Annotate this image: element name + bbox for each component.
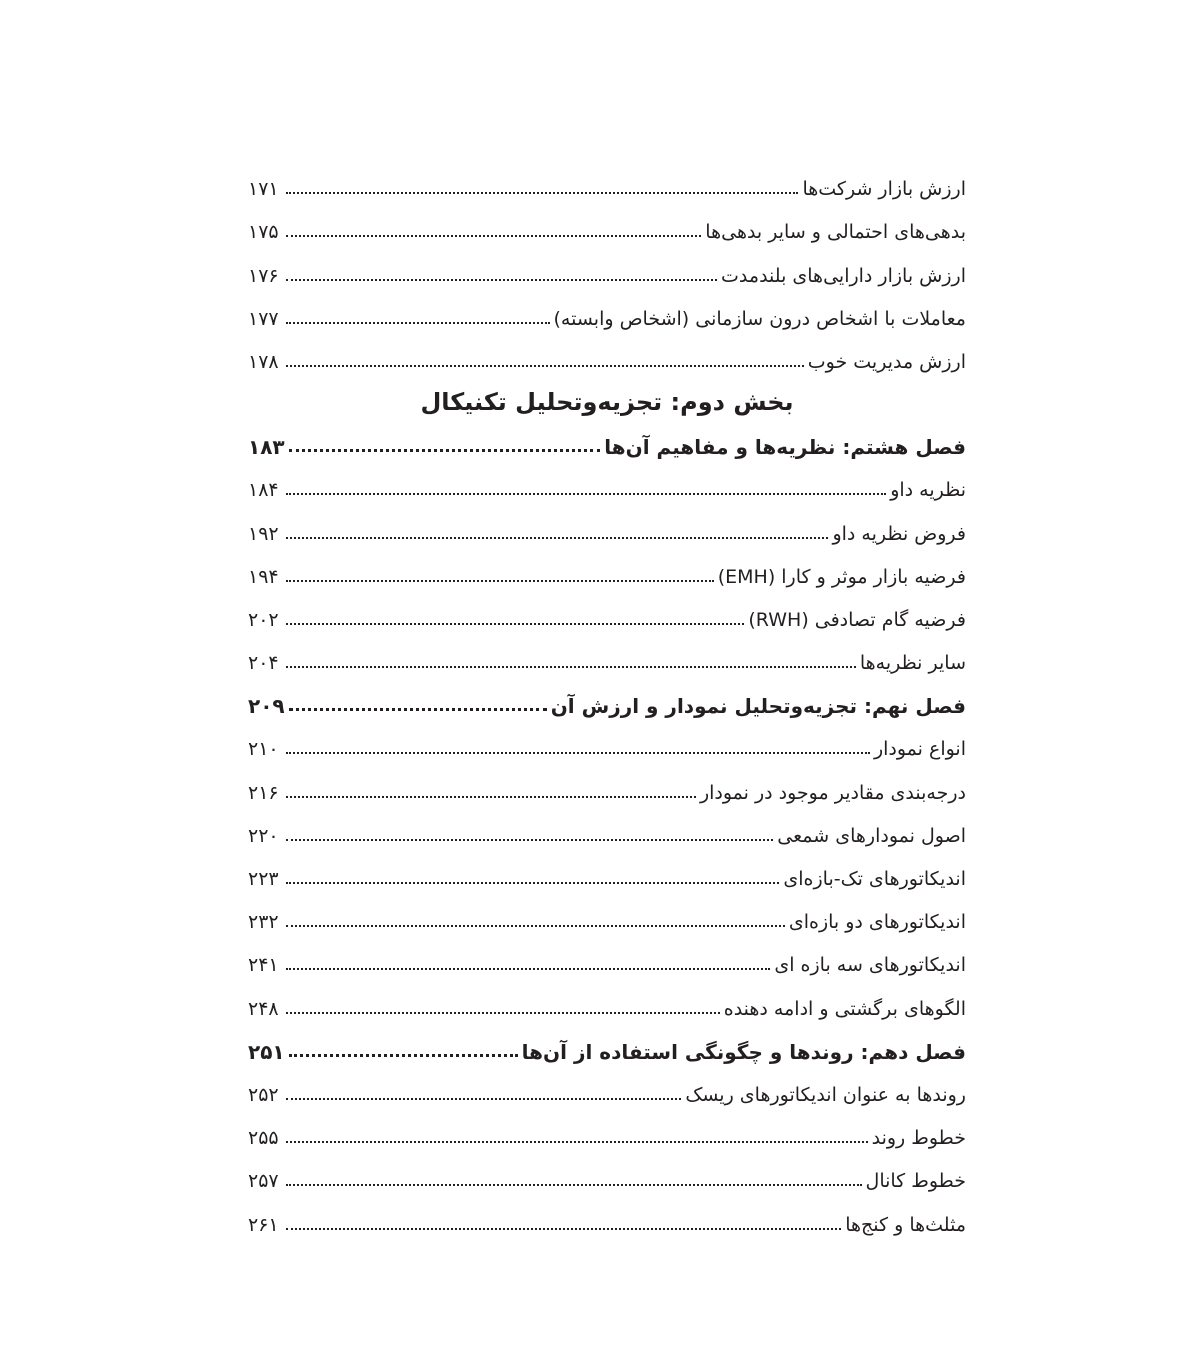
toc-entry-row[interactable] (248, 1197, 966, 1240)
entry-title: انواع نمودار (873, 738, 966, 761)
page-number: ۲۵۷ (248, 1170, 279, 1193)
page-number: ۱۷۵ (248, 221, 279, 244)
dot-leader (286, 666, 856, 668)
dot-leader (289, 449, 601, 452)
entry-title: خطوط کانال (865, 1170, 966, 1193)
page-number: ۲۱۶ (248, 781, 279, 804)
dot-leader (286, 537, 828, 539)
toc-entry-row[interactable] (248, 550, 966, 593)
dot-leader (286, 968, 770, 970)
page-number: ۲۳۲ (248, 911, 279, 934)
dot-leader (289, 708, 547, 711)
dot-leader (286, 493, 886, 495)
toc-chapter-row[interactable] (248, 1025, 966, 1068)
page-number: ۱۷۷ (248, 307, 279, 330)
entry-title: فرضیه گام تصادفی (RWH) (748, 608, 966, 631)
toc-entry-row[interactable] (248, 463, 966, 506)
toc-entry-row[interactable] (248, 895, 966, 938)
table-of-contents (248, 162, 966, 1241)
entry-title: فروض نظریه داو (832, 522, 966, 545)
toc-entry-row[interactable] (248, 981, 966, 1024)
entry-title: ارزش بازار دارایی‌های بلندمدت (721, 264, 966, 287)
dot-leader (286, 1141, 868, 1143)
dot-leader (286, 623, 744, 625)
entry-title: ارزش بازار شرکت‌ها (802, 178, 966, 201)
page-number: ۲۴۸ (248, 997, 279, 1020)
entry-title: فرضیه بازار موثر و کارا (EMH) (717, 565, 966, 588)
dot-leader (286, 279, 717, 281)
toc-entry-row[interactable] (248, 809, 966, 852)
entry-title: روندها به عنوان اندیکاتورهای ریسک (685, 1083, 966, 1106)
page-number: ۲۵۵ (248, 1127, 279, 1150)
toc-entry-row[interactable] (248, 593, 966, 636)
page-number: ۲۱۰ (248, 738, 279, 761)
page-number: ۲۶۱ (248, 1213, 279, 1236)
chapter-title: فصل هشتم: نظریه‌ها و مفاهیم آن‌ها (604, 435, 966, 460)
dot-leader (286, 365, 804, 367)
dot-leader (286, 925, 785, 927)
toc-entry-row[interactable] (248, 852, 966, 895)
entry-title: درجه‌بندی مقادیر موجود در نمودار (699, 781, 966, 804)
page-number: ۱۹۴ (248, 565, 279, 588)
chapter-title: فصل نهم: تجزیه‌وتحلیل نمودار و ارزش آن (550, 694, 966, 719)
toc-chapter-row[interactable] (248, 679, 966, 722)
page-number: ۱۸۳ (248, 435, 285, 460)
entry-title: اندیکاتورهای سه بازه ای (774, 954, 966, 977)
toc-entry-row[interactable] (248, 1111, 966, 1154)
entry-title: الگوهای برگشتی و ادامه دهنده (723, 997, 966, 1020)
page-number: ۱۷۶ (248, 264, 279, 287)
toc-entry-row[interactable] (248, 636, 966, 679)
dot-leader (286, 752, 870, 754)
toc-entry-row[interactable] (248, 162, 966, 205)
page-number: ۲۲۰ (248, 824, 279, 847)
page-number: ۲۰۴ (248, 652, 279, 675)
entry-title: ارزش مدیریت خوب (807, 350, 966, 373)
entry-title: اندیکاتورهای دو بازه‌ای (788, 911, 966, 934)
dot-leader (286, 1228, 841, 1230)
page-number: ۲۰۹ (248, 694, 285, 719)
dot-leader (289, 1054, 518, 1057)
entry-title: سایر نظریه‌ها (859, 652, 966, 675)
toc-entry-row[interactable] (248, 248, 966, 291)
toc-entry-row[interactable] (248, 292, 966, 335)
entry-title: خطوط روند (871, 1127, 966, 1150)
dot-leader (286, 235, 701, 237)
dot-leader (286, 192, 798, 194)
page-number: ۲۵۱ (248, 1039, 285, 1064)
dot-leader (286, 1098, 681, 1100)
toc-chapter-row[interactable] (248, 420, 966, 463)
entry-title: نظریه داو (890, 479, 966, 502)
entry-title: بدهی‌های احتمالی و سایر بدهی‌ها (705, 221, 966, 244)
dot-leader (286, 882, 779, 884)
dot-leader (286, 839, 773, 841)
toc-entry-row[interactable] (248, 1068, 966, 1111)
dot-leader (286, 1184, 862, 1186)
entry-title: مثلث‌ها و کنج‌ها (845, 1213, 966, 1236)
toc-entry-row[interactable] (248, 205, 966, 248)
entry-title: اندیکاتورهای تک-بازه‌ای (783, 868, 966, 890)
page-number: ۲۴۱ (248, 954, 279, 977)
page-number: ۲۲۳ (248, 868, 279, 890)
page-number: ۲۵۲ (248, 1083, 279, 1106)
toc-entry-row[interactable] (248, 765, 966, 808)
page-number: ۱۷۸ (248, 350, 279, 373)
dot-leader (286, 580, 714, 582)
toc-entry-row[interactable] (248, 1154, 966, 1197)
dot-leader (286, 1012, 720, 1014)
entry-title: اصول نمودارهای شمعی (777, 824, 966, 847)
chapter-title: فصل دهم: روندها و چگونگی استفاده از آن‌ها (521, 1039, 966, 1064)
part-heading (248, 378, 966, 420)
toc-entry-row[interactable] (248, 722, 966, 765)
part-title: بخش دوم: تجزیه‌وتحلیل تکنیکال (420, 387, 794, 416)
page-number: ۱۸۴ (248, 479, 279, 502)
page-number: ۱۹۲ (248, 522, 279, 545)
toc-entry-row[interactable] (248, 335, 966, 378)
dot-leader (286, 322, 550, 324)
page-number: ۲۰۲ (248, 608, 279, 631)
page-number: ۱۷۱ (248, 178, 279, 201)
toc-entry-row[interactable] (248, 938, 966, 981)
dot-leader (286, 796, 696, 798)
entry-title: معاملات با اشخاص درون سازمانی (اشخاص وابسته) (553, 307, 966, 330)
toc-entry-row[interactable] (248, 506, 966, 549)
